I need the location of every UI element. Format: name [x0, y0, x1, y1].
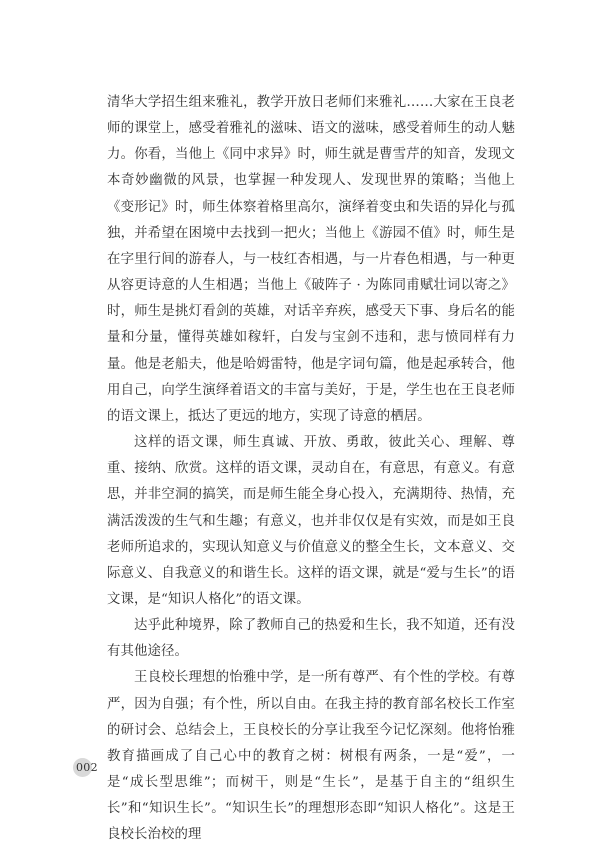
paragraph-3: 达乎此种境界，除了教师自己的热爱和生长，我不知道，还有没有其他途径。	[107, 618, 515, 660]
paragraph-4: 王良校长理想的怡雅中学，是一所有尊严、有个性的学校。有尊严，因为自强；有个性，所以自由。在我主持的教育部名校长工作室的研讨会、总结会上，王良校长的分享让我至今记忆深刻。他将怡雅教育描画成了自己心中的教育之树：树根有两条，一是“爱”，一是“成长型思维”；而树干，则是“生长”，是基于自主的“组织生长”和“知识生长”。“知识生长”的理想形态即“知识人格化”。这是王良校长治校的理	[107, 670, 515, 843]
page-number	[76, 761, 98, 774]
paragraph-1: 清华大学招生组来雅礼，教学开放日老师们来雅礼……大家在王良老师的课堂上，感受着雅礼的滋味、语文的滋味，感受着师生的动人魅力。你看，当他上《同中求异》时，师生就是曹雪芹的知音，发现文本奇妙幽微的风景，也掌握一种发现人、发现世界的策略；当他上《变形记》时，师生体察着格里高尔，演绎着变虫和失语的异化与孤独，并希望在困境中去找到一把火；当他上《游园不值》时，师生是在字里行间的游春人，与一枝红杏相遇，与一片春色相遇，与一种更从容更诗意的人生相遇；当他上《破阵子 · 为陈同甫赋壮词以寄之》时，师生是挑灯看剑的英雄，对话辛弃疾，感受天下事、身后名的能量和分量，懂得英雄如稼轩，白发与宝剑不违和，悲与愤同样有力量。他是老船夫，他是哈姆雷特，他是字词句篇，他是起承转合，他用自己，向学生演绎着语文的丰富与美好，于是，学生也在王良老师的语文课上，抵达了更远的地方，实现了诗意的栖居。	[107, 95, 515, 424]
paragraph-2: 这样的语文课，师生真诚、开放、勇敢，彼此关心、理解、尊重、接纳、欣赏。这样的语文课，灵动自在，有意思，有意义。有意思，并非空洞的搞笑，而是师生能全身心投入，充满期待、热情，充满活泼泼的生气和生趣；有意义，也并非仅仅是有实效，而是如王良老师所追求的，实现认知意义与价值意义的整全生长，文本意义、交际意义、自我意义的和谐生长。这样的语文课，就是“爱与生长”的语文课，是“知识人格化”的语文课。	[107, 435, 515, 607]
body-text	[107, 90, 515, 849]
page-number-text: 002	[76, 761, 98, 774]
